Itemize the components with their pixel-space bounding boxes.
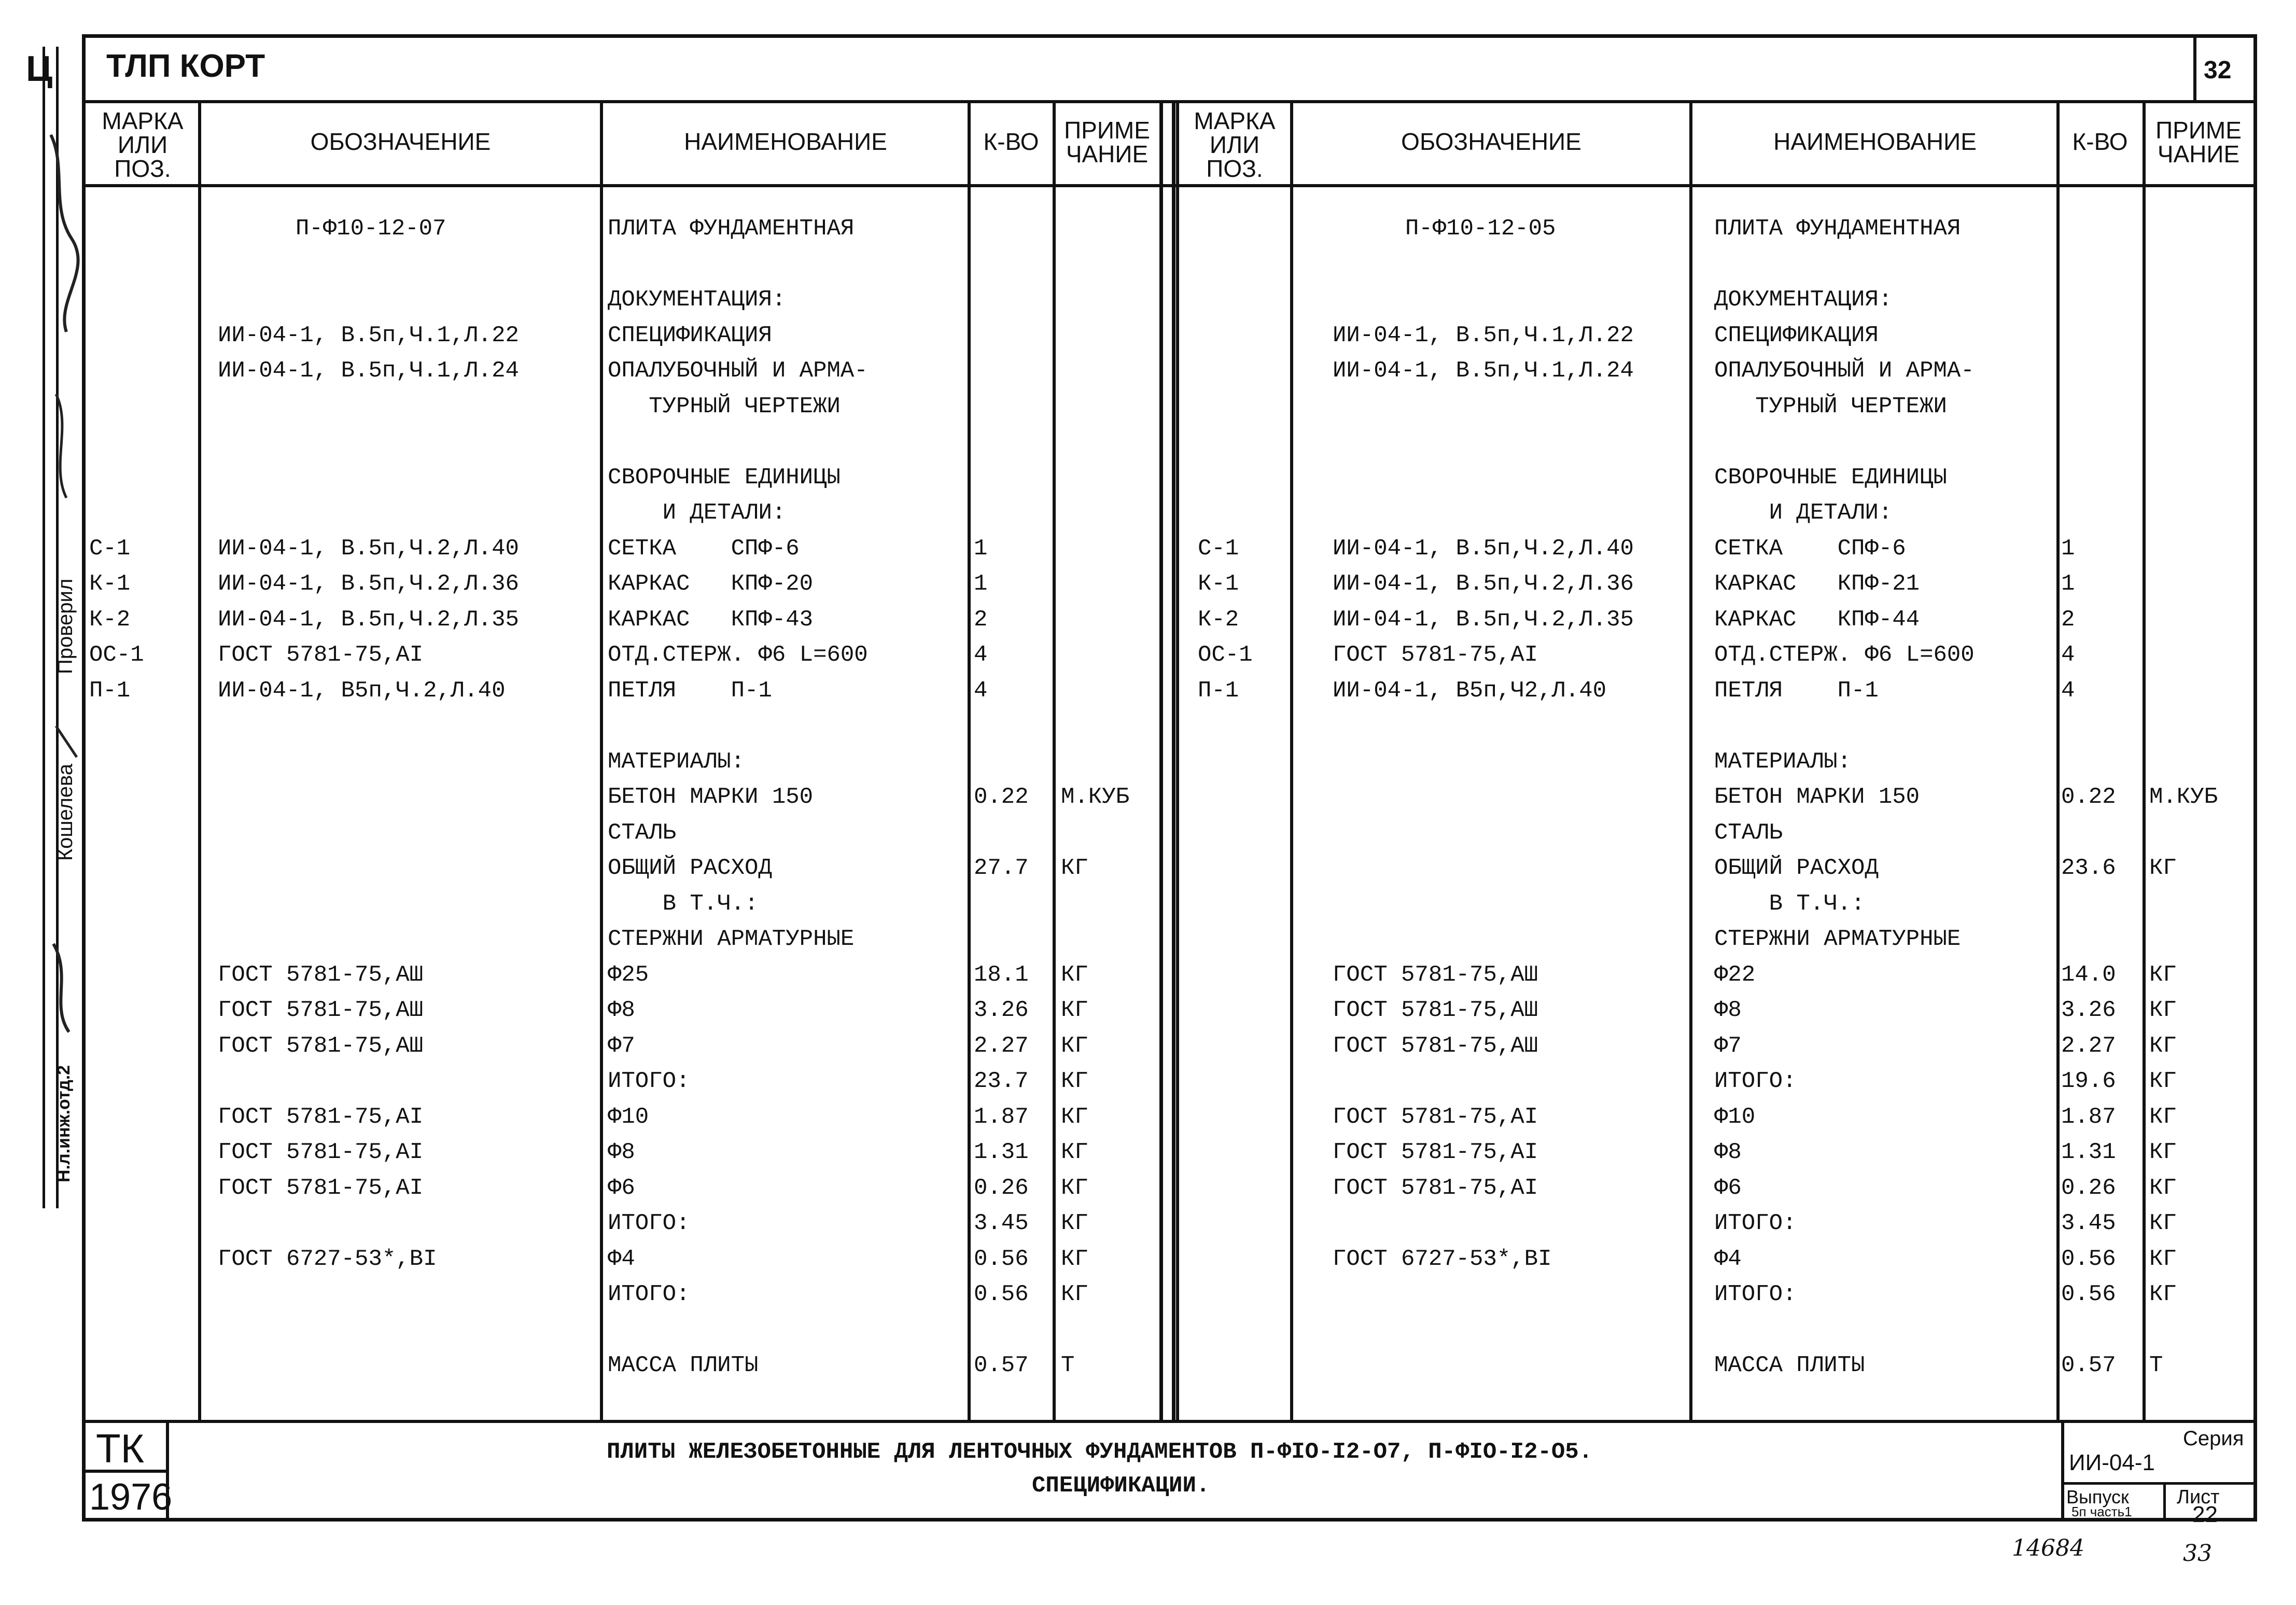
cell-des: ИИ-04-1, В.5п,Ч.2,Л.36: [218, 571, 519, 597]
cell-name: МАССА ПЛИТЫ: [1714, 1352, 1865, 1378]
cell-name: МАТЕРИАЛЫ:: [608, 748, 745, 775]
right-col-mark-header: МАРКА ИЛИ ПОЗ.: [1194, 107, 1276, 182]
cell-name: СТАЛЬ: [608, 819, 677, 846]
cell-des: ГОСТ 5781-75,АI: [218, 1139, 424, 1165]
series-value: ИИ-04-1: [2069, 1450, 2155, 1475]
cell-name: ТУРНЫЙ ЧЕРТЕЖИ: [608, 393, 841, 420]
cell-name: И ДЕТАЛИ:: [1714, 500, 1893, 526]
cell-name: В Т.Ч.:: [1714, 890, 1865, 917]
cell-qty: 0.22: [2061, 784, 2116, 810]
cell-name: Ф7: [1714, 1032, 1742, 1059]
cell-name: Ф8: [608, 1139, 635, 1165]
cell-note: КГ: [1061, 1175, 1088, 1201]
side-mark-checked: Проверил: [54, 578, 77, 674]
cell-name: ОПАЛУБОЧНЫЙ И АРМА-: [608, 358, 868, 384]
cell-name: Ф25: [608, 961, 649, 988]
right-col-name-header: НАИМЕНОВАНИЕ: [1773, 128, 1977, 155]
cell-des: ИИ-04-1, В5п,Ч.2,Л.40: [218, 677, 506, 704]
cell-name: КАРКАС КПФ-20: [608, 571, 814, 597]
cell-name: ИТОГО:: [1714, 1281, 1797, 1307]
cell-qty: 18.1: [974, 961, 1029, 988]
cell-qty: 3.26: [974, 997, 1029, 1023]
org-title: ТЛП КОРТ: [106, 48, 265, 84]
cell-des: ГОСТ 5781-75,АI: [1333, 1139, 1538, 1165]
cell-name: МАТЕРИАЛЫ:: [1714, 748, 1852, 775]
cell-des: ИИ-04-1, В.5п,Ч.2,Л.40: [218, 535, 519, 562]
sheet-number: 32: [2204, 57, 2232, 84]
cell-name: Ф10: [1714, 1104, 1756, 1130]
cell-name: СПЕЦИФИКАЦИЯ: [1714, 322, 1879, 348]
left-col-qty-header: К-ВО: [983, 128, 1039, 155]
sheet-label: Лист: [2177, 1486, 2220, 1508]
cell-note: Т: [2149, 1352, 2163, 1378]
cell-name: ОТД.СТЕРЖ. Ф6 L=600: [608, 642, 868, 668]
cell-name: СЕТКА СПФ-6: [1714, 535, 1906, 562]
cell-qty: 23.6: [2061, 855, 2116, 881]
cell-qty: 1: [2061, 535, 2075, 562]
right-col-note-header: ПРИМЕ ЧАНИЕ: [2155, 117, 2242, 168]
cell-des: ИИ-04-1, В.5п,Ч.1,Л.24: [218, 358, 519, 384]
cell-mark: П-1: [89, 677, 131, 704]
cell-des: ИИ-04-1, В.5п,Ч.2,Л.35: [1333, 606, 1634, 633]
cell-des: ГОСТ 5781-75,АШ: [1333, 997, 1538, 1023]
cell-des: ИИ-04-1, В.5п,Ч.1,Л.24: [1333, 358, 1634, 384]
sheet-value: 22: [2192, 1502, 2218, 1527]
cell-name: Ф4: [1714, 1246, 1742, 1272]
left-col-mark-header: МАРКА ИЛИ ПОЗ.: [102, 107, 184, 182]
cell-name: Ф4: [608, 1246, 635, 1272]
cell-name: ОБЩИЙ РАСХОД: [608, 855, 772, 881]
cell-name: СТАЛЬ: [1714, 819, 1783, 846]
cell-mark: С-1: [1198, 535, 1239, 562]
cell-qty: 1.31: [974, 1139, 1029, 1165]
cell-note: КГ: [2149, 1068, 2177, 1094]
cell-name: ИТОГО:: [608, 1281, 690, 1307]
issue-value: 5п часть1: [2071, 1504, 2132, 1519]
cell-des: ИИ-04-1, В.5п,Ч.2,Л.36: [1333, 571, 1634, 597]
cell-name: КАРКАС КПФ-43: [608, 606, 814, 633]
cell-des: ГОСТ 5781-75,АШ: [218, 961, 424, 988]
cell-qty: 3.26: [2061, 997, 2116, 1023]
side-mark-name: Кошелева: [54, 763, 77, 861]
cell-name: Ф10: [608, 1104, 649, 1130]
cell-qty: 1: [2061, 571, 2075, 597]
cell-name: СТЕРЖНИ АРМАТУРНЫЕ: [1714, 926, 1961, 952]
cell-qty: 1.87: [2061, 1104, 2116, 1130]
cell-mark: К-2: [89, 606, 131, 633]
cell-note: Т: [1061, 1352, 1075, 1378]
cell-name: ТУРНЫЙ ЧЕРТЕЖИ: [1714, 393, 1947, 420]
cell-qty: 0.22: [974, 784, 1029, 810]
cell-name: ПЕТЛЯ П-1: [1714, 677, 1879, 704]
cell-des: ГОСТ 5781-75,АI: [218, 1175, 424, 1201]
cell-name: ПЛИТА ФУНДАМЕНТНАЯ: [1714, 216, 1961, 242]
cell-name: Ф22: [1714, 961, 1756, 988]
cell-des: П-Ф10-12-05: [1405, 216, 1556, 242]
side-mark-dept: Н.л.инж.отд.2: [54, 1065, 74, 1182]
cell-name: Ф8: [1714, 997, 1742, 1023]
cell-note: КГ: [2149, 997, 2177, 1023]
cell-name: В Т.Ч.:: [608, 890, 759, 917]
cell-note: КГ: [1061, 855, 1088, 881]
cell-qty: 1.87: [974, 1104, 1029, 1130]
cell-note: КГ: [2149, 1175, 2177, 1201]
left-col-note-header: ПРИМЕ ЧАНИЕ: [1064, 117, 1150, 168]
cell-des: ИИ-04-1, В.5п,Ч.1,Л.22: [218, 322, 519, 348]
cell-name: ОБЩИЙ РАСХОД: [1714, 855, 1879, 881]
cell-name: Ф7: [608, 1032, 635, 1059]
cell-qty: 14.0: [2061, 961, 2116, 988]
cell-mark: С-1: [89, 535, 131, 562]
cell-name: БЕТОН МАРКИ 150: [608, 784, 814, 810]
cell-name: Ф6: [1714, 1175, 1742, 1201]
cell-name: ИТОГО:: [608, 1210, 690, 1236]
cell-des: ГОСТ 5781-75,АШ: [218, 997, 424, 1023]
cell-name: ИТОГО:: [1714, 1068, 1797, 1094]
cell-name: ДОКУМЕНТАЦИЯ:: [608, 287, 786, 313]
cell-qty: 3.45: [2061, 1210, 2116, 1236]
cell-note: КГ: [1061, 1032, 1088, 1059]
cell-name: МАССА ПЛИТЫ: [608, 1352, 759, 1378]
cell-qty: 4: [2061, 642, 2075, 668]
cell-qty: 2: [2061, 606, 2075, 633]
left-col-designation-header: ОБОЗНАЧЕНИЕ: [310, 128, 491, 155]
handwritten-inventory-number: 14684: [2012, 1535, 2084, 1561]
cell-note: КГ: [1061, 961, 1088, 988]
cell-qty: 1.31: [2061, 1139, 2116, 1165]
cell-name: БЕТОН МАРКИ 150: [1714, 784, 1920, 810]
series-label: Серия: [2183, 1427, 2244, 1450]
cell-qty: 2.27: [974, 1032, 1029, 1059]
cell-mark: П-1: [1198, 677, 1239, 704]
cell-mark: ОС-1: [1198, 642, 1253, 668]
cell-name: СПЕЦИФИКАЦИЯ: [608, 322, 772, 348]
binding-mark: Ц: [26, 48, 53, 89]
cell-qty: 0.56: [2061, 1246, 2116, 1272]
cell-mark: К-2: [1198, 606, 1239, 633]
cell-qty: 0.26: [2061, 1175, 2116, 1201]
cell-des: ГОСТ 5781-75,АI: [1333, 642, 1538, 668]
cell-name: ПЕТЛЯ П-1: [608, 677, 772, 704]
cell-note: КГ: [2149, 1139, 2177, 1165]
cell-name: ОТД.СТЕРЖ. Ф6 L=600: [1714, 642, 1975, 668]
cell-qty: 0.56: [974, 1246, 1029, 1272]
cell-name: СЕТКА СПФ-6: [608, 535, 800, 562]
cell-mark: К-1: [1198, 571, 1239, 597]
cell-note: КГ: [2149, 961, 2177, 988]
cell-qty: 0.56: [974, 1281, 1029, 1307]
issue-label: Выпуск: [2066, 1486, 2129, 1508]
cell-name: КАРКАС КПФ-44: [1714, 606, 1920, 633]
cell-note: КГ: [2149, 1246, 2177, 1272]
cell-qty: 1: [974, 535, 988, 562]
cell-name: ИТОГО:: [1714, 1210, 1797, 1236]
cell-mark: ОС-1: [89, 642, 144, 668]
cell-qty: 2.27: [2061, 1032, 2116, 1059]
cell-qty: 3.45: [974, 1210, 1029, 1236]
cell-qty: 19.6: [2061, 1068, 2116, 1094]
cell-qty: 4: [2061, 677, 2075, 704]
cell-name: Ф6: [608, 1175, 635, 1201]
cell-des: ГОСТ 5781-75,АI: [1333, 1104, 1538, 1130]
cell-note: М.КУБ: [1061, 784, 1130, 810]
cell-name: СТЕРЖНИ АРМАТУРНЫЕ: [608, 926, 855, 952]
cell-qty: 1: [974, 571, 988, 597]
cell-qty: 4: [974, 677, 988, 704]
stamp-year: 1976: [89, 1476, 173, 1518]
cell-note: КГ: [1061, 1068, 1088, 1094]
cell-des: ГОСТ 5781-75,АШ: [1333, 961, 1538, 988]
cell-name: СВОРОЧНЫЕ ЕДИНИЦЫ: [608, 464, 841, 491]
cell-note: КГ: [2149, 1032, 2177, 1059]
cell-qty: 4: [974, 642, 988, 668]
cell-note: М.КУБ: [2149, 784, 2218, 810]
cell-qty: 2: [974, 606, 988, 633]
cell-note: КГ: [2149, 855, 2177, 881]
cell-note: КГ: [1061, 1246, 1088, 1272]
cell-mark: К-1: [89, 571, 131, 597]
cell-des: ИИ-04-1, В.5п,Ч.1,Л.22: [1333, 322, 1634, 348]
cell-qty: 0.26: [974, 1175, 1029, 1201]
cell-name: ДОКУМЕНТАЦИЯ:: [1714, 287, 1893, 313]
cell-name: Ф8: [1714, 1139, 1742, 1165]
right-col-qty-header: К-ВО: [2072, 128, 2128, 155]
cell-name: ИТОГО:: [608, 1068, 690, 1094]
cell-note: КГ: [1061, 1139, 1088, 1165]
cell-name: ОПАЛУБОЧНЫЙ И АРМА-: [1714, 358, 1975, 384]
right-col-designation-header: ОБОЗНАЧЕНИЕ: [1401, 128, 1581, 155]
cell-name: ПЛИТА ФУНДАМЕНТНАЯ: [608, 216, 855, 242]
cell-des: ГОСТ 6727-53*,ВI: [218, 1246, 437, 1272]
cell-name: И ДЕТАЛИ:: [608, 500, 786, 526]
cell-note: КГ: [2149, 1104, 2177, 1130]
cell-qty: 0.57: [2061, 1352, 2116, 1378]
cell-note: КГ: [2149, 1210, 2177, 1236]
drawing-title-line1: ПЛИТЫ ЖЕЛЕЗОБЕТОННЫЕ ДЛЯ ЛЕНТОЧНЫХ ФУНДАМЕНТОВ П-ФIO-I2-O7, П-ФIO-I2-O5.: [607, 1439, 1593, 1465]
left-col-name-header: НАИМЕНОВАНИЕ: [684, 128, 887, 155]
signature-marks: [46, 104, 87, 1037]
cell-des: ГОСТ 6727-53*,ВI: [1333, 1246, 1552, 1272]
cell-qty: 0.57: [974, 1352, 1029, 1378]
cell-des: ИИ-04-1, В.5п,Ч.2,Л.40: [1333, 535, 1634, 562]
cell-des: ГОСТ 5781-75,АI: [1333, 1175, 1538, 1201]
cell-des: ГОСТ 5781-75,АI: [218, 642, 424, 668]
cell-note: КГ: [1061, 1281, 1088, 1307]
cell-des: П-Ф10-12-07: [296, 216, 446, 242]
cell-name: СВОРОЧНЫЕ ЕДИНИЦЫ: [1714, 464, 1947, 491]
cell-des: ГОСТ 5781-75,АI: [218, 1104, 424, 1130]
cell-note: КГ: [1061, 1210, 1088, 1236]
cell-qty: 23.7: [974, 1068, 1029, 1094]
handwritten-page-number: 33: [2183, 1540, 2212, 1567]
cell-note: КГ: [2149, 1281, 2177, 1307]
cell-qty: 0.56: [2061, 1281, 2116, 1307]
cell-name: Ф8: [608, 997, 635, 1023]
cell-qty: 27.7: [974, 855, 1029, 881]
cell-des: ИИ-04-1, В.5п,Ч.2,Л.35: [218, 606, 519, 633]
cell-des: ГОСТ 5781-75,АШ: [1333, 1032, 1538, 1059]
cell-des: ИИ-04-1, В5п,Ч2,Л.40: [1333, 677, 1607, 704]
cell-note: КГ: [1061, 997, 1088, 1023]
cell-des: ГОСТ 5781-75,АШ: [218, 1032, 424, 1059]
cell-name: КАРКАС КПФ-21: [1714, 571, 1920, 597]
stamp-tk: ТК: [96, 1426, 145, 1471]
cell-note: КГ: [1061, 1104, 1088, 1130]
drawing-title-line2: СПЕЦИФИКАЦИИ.: [1032, 1473, 1210, 1499]
